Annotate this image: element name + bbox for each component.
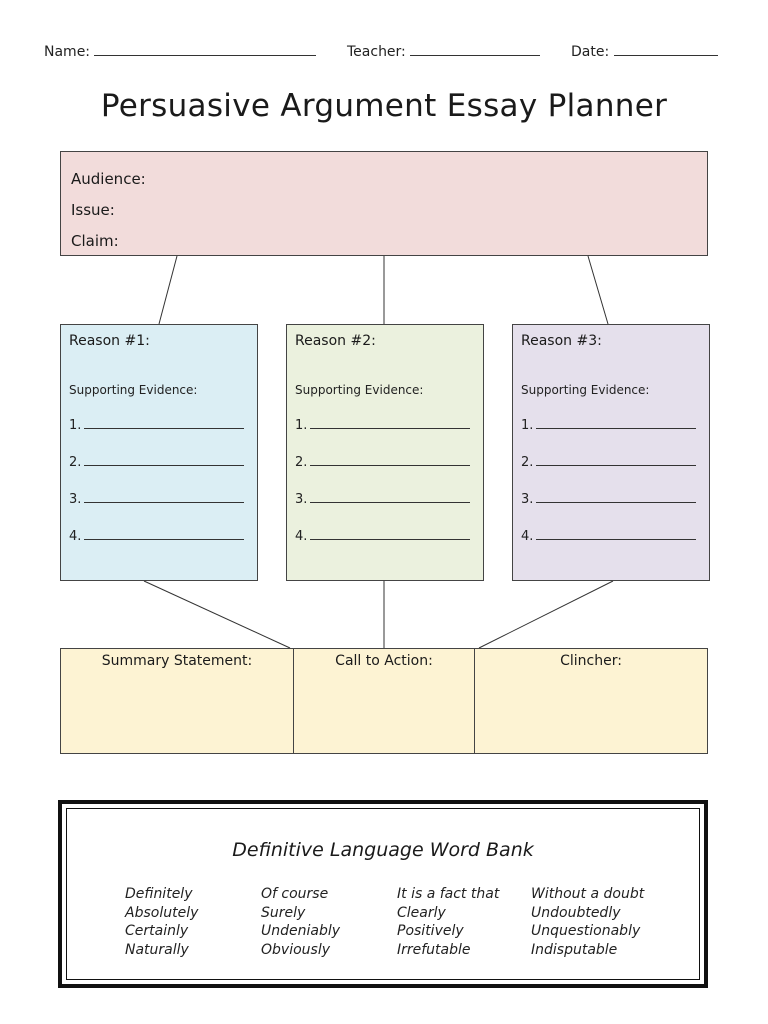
evidence-item[interactable]: 1. — [295, 417, 475, 434]
word-bank-title: Definitive Language Word Bank — [232, 839, 534, 861]
evidence-item[interactable]: 4. — [521, 528, 701, 545]
name-line — [94, 45, 316, 56]
summary-statement-cell[interactable] — [61, 649, 294, 753]
issue-label: Issue: — [71, 201, 115, 219]
word-bank-column — [397, 885, 499, 959]
evidence-item[interactable]: 4. — [295, 528, 475, 545]
word-bank-word: Positively — [397, 923, 464, 939]
reason-box-2[interactable] — [286, 324, 484, 581]
call-to-action-label: Call to Action: — [335, 653, 433, 669]
summary-statement-label: Summary Statement: — [101, 653, 253, 669]
supporting-evidence-label: Supporting Evidence: — [69, 383, 198, 397]
word-bank-column — [125, 885, 198, 959]
word-bank-word: Without a doubt — [531, 886, 645, 902]
evidence-item[interactable]: 4. — [69, 528, 249, 545]
word-bank-column — [261, 885, 340, 959]
word-bank-word: Unquestionably — [531, 923, 641, 939]
date-label: Date: — [571, 44, 610, 60]
teacher-label: Teacher: — [347, 44, 406, 60]
supporting-evidence-label: Supporting Evidence: — [295, 383, 424, 397]
evidence-item[interactable]: 2. — [69, 454, 249, 471]
word-bank-column — [531, 885, 644, 959]
word-bank-inner-border — [66, 808, 700, 980]
date-field[interactable] — [571, 44, 718, 60]
reason-box-3[interactable] — [512, 324, 710, 581]
word-bank-word: Certainly — [125, 923, 189, 939]
word-bank-word: It is a fact that — [397, 886, 500, 902]
word-bank-word: Clearly — [397, 904, 446, 921]
word-bank-word: Irrefutable — [397, 941, 471, 958]
evidence-item[interactable]: 3. — [69, 491, 249, 508]
evidence-item[interactable]: 1. — [69, 417, 249, 434]
evidence-item[interactable]: 3. — [295, 491, 475, 508]
word-bank-word: Obviously — [261, 941, 330, 958]
evidence-item[interactable]: 2. — [295, 454, 475, 471]
word-bank-word: Absolutely — [125, 904, 199, 921]
word-bank-word: Of course — [261, 886, 329, 902]
date-line — [614, 45, 718, 56]
word-bank-word: Surely — [261, 904, 306, 921]
name-label: Name: — [44, 44, 91, 60]
teacher-field[interactable] — [347, 44, 540, 60]
conclusion-row — [60, 648, 708, 754]
audience-label: Audience: — [71, 170, 146, 188]
page-title: Persuasive Argument Essay Planner — [100, 88, 668, 124]
word-bank-word: Indisputable — [531, 941, 618, 958]
clincher-cell[interactable] — [475, 649, 707, 753]
claim-box[interactable] — [60, 151, 708, 256]
word-bank-word: Naturally — [125, 941, 189, 958]
word-bank-word: Undeniably — [261, 923, 341, 939]
supporting-evidence-label: Supporting Evidence: — [521, 383, 650, 397]
claim-label: Claim: — [71, 232, 119, 250]
connector-line — [588, 256, 608, 324]
word-bank-word: Undoubtedly — [531, 904, 621, 921]
reason-title: Reason #1: — [69, 333, 150, 349]
teacher-line — [410, 45, 540, 56]
word-bank — [58, 800, 708, 988]
connector-line — [159, 256, 177, 324]
connector-line — [479, 581, 613, 648]
evidence-item[interactable]: 1. — [521, 417, 701, 434]
connector-line — [144, 581, 290, 648]
evidence-item[interactable]: 3. — [521, 491, 701, 508]
word-bank-word: Definitely — [125, 886, 193, 902]
reason-title: Reason #2: — [295, 333, 376, 349]
reason-title: Reason #3: — [521, 333, 602, 349]
clincher-label: Clincher: — [560, 653, 622, 669]
evidence-item[interactable]: 2. — [521, 454, 701, 471]
call-to-action-cell[interactable] — [294, 649, 475, 753]
name-field[interactable] — [44, 44, 316, 60]
reason-box-1[interactable] — [60, 324, 258, 581]
